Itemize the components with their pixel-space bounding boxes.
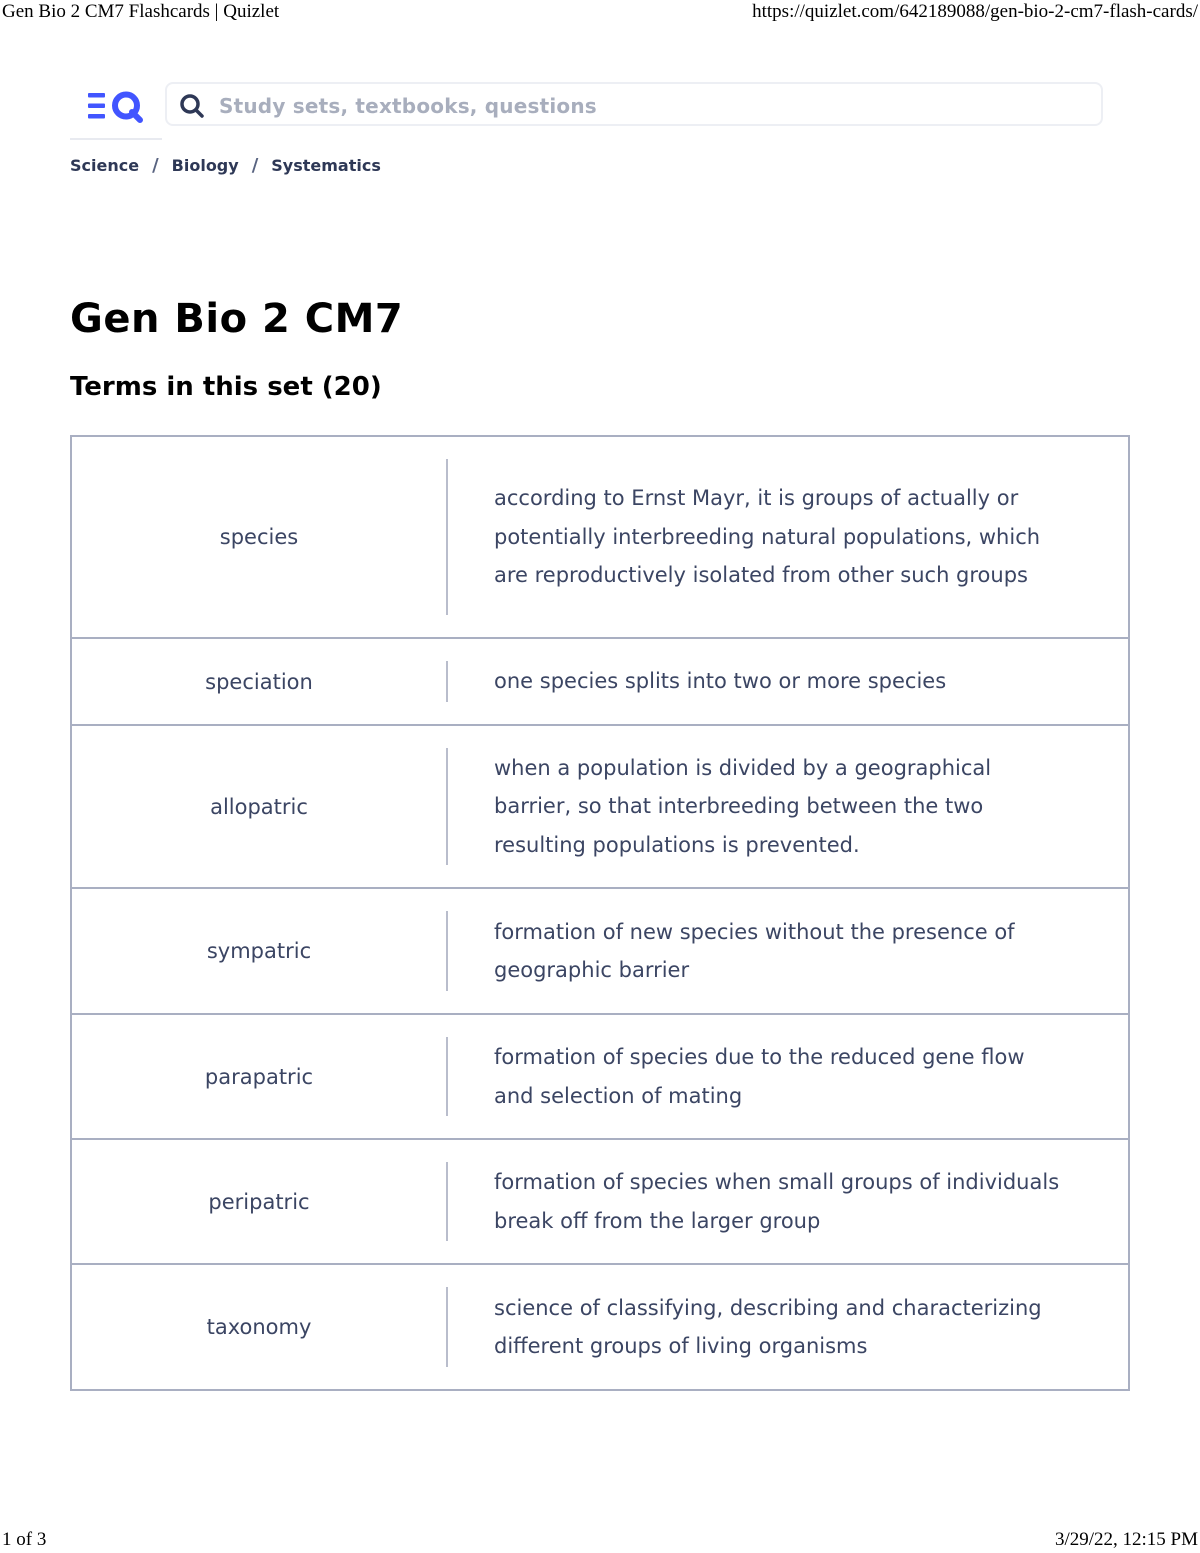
term-card bbox=[70, 435, 1130, 639]
print-url: https://quizlet.com/642189088/gen-bio-2-cm7-flash-cards/ bbox=[752, 1, 1198, 22]
terms-list bbox=[70, 437, 1130, 1391]
definition-text: one species splits into two or more species bbox=[494, 669, 947, 694]
search-icon bbox=[179, 93, 205, 119]
quizlet-logo-icon[interactable] bbox=[86, 88, 146, 124]
terms-heading: Terms in this set (20) bbox=[70, 372, 382, 402]
term-card bbox=[70, 1138, 1130, 1265]
breadcrumb-separator: / bbox=[251, 155, 259, 176]
term-card bbox=[70, 637, 1130, 726]
term-text: sympatric bbox=[206, 939, 312, 963]
page-title: Gen Bio 2 CM7 bbox=[70, 296, 404, 342]
definition-text: according to Ernst Mayr, it is groups of actually or potentially interbreeding natural populations, which are reproductively isolated from other such groups bbox=[494, 486, 1041, 588]
term-text: speciation bbox=[205, 669, 313, 694]
term-text: peripatric bbox=[208, 1189, 310, 1214]
breadcrumb-item-systematics[interactable]: Systematics bbox=[271, 156, 381, 175]
top-navigation bbox=[70, 82, 1106, 130]
term-text: allopatric bbox=[210, 794, 308, 819]
definition-text: formation of species when small groups of individuals break off from the larger group bbox=[494, 1170, 1060, 1233]
definition-text: formation of species due to the reduced gene flow and selection of mating bbox=[494, 1045, 1025, 1108]
print-datetime: 3/29/22, 12:15 PM bbox=[1054, 1529, 1198, 1550]
search-placeholder: Study sets, textbooks, questions bbox=[219, 94, 597, 118]
print-footer bbox=[0, 1527, 1200, 1553]
breadcrumb-separator: / bbox=[152, 155, 159, 176]
definition-text: when a population is divided by a geographical barrier, so that interbreeding between the two resulting populations is prevented. bbox=[494, 755, 992, 857]
definition-text: science of classifying, describing and characterizing different groups of living organisms bbox=[494, 1295, 1042, 1358]
print-page-number: 1 of 3 bbox=[2, 1529, 47, 1550]
print-page-title: Gen Bio 2 CM7 Flashcards | Quizlet bbox=[2, 1, 280, 22]
breadcrumb-item-science[interactable]: Science bbox=[70, 156, 140, 175]
term-card bbox=[70, 724, 1130, 889]
term-card bbox=[70, 887, 1130, 1015]
term-text: species bbox=[219, 525, 299, 549]
logo-underline bbox=[70, 138, 162, 140]
breadcrumb-item-biology[interactable]: Biology bbox=[171, 156, 239, 175]
search-input[interactable] bbox=[165, 82, 1103, 126]
term-card bbox=[70, 1263, 1130, 1391]
definition-text: formation of new species without the presence of geographic barrier bbox=[494, 919, 1015, 982]
term-card bbox=[70, 1013, 1130, 1140]
breadcrumb bbox=[70, 155, 381, 176]
term-text: taxonomy bbox=[206, 1315, 312, 1339]
term-text: parapatric bbox=[204, 1064, 314, 1089]
print-header bbox=[0, 0, 1200, 26]
